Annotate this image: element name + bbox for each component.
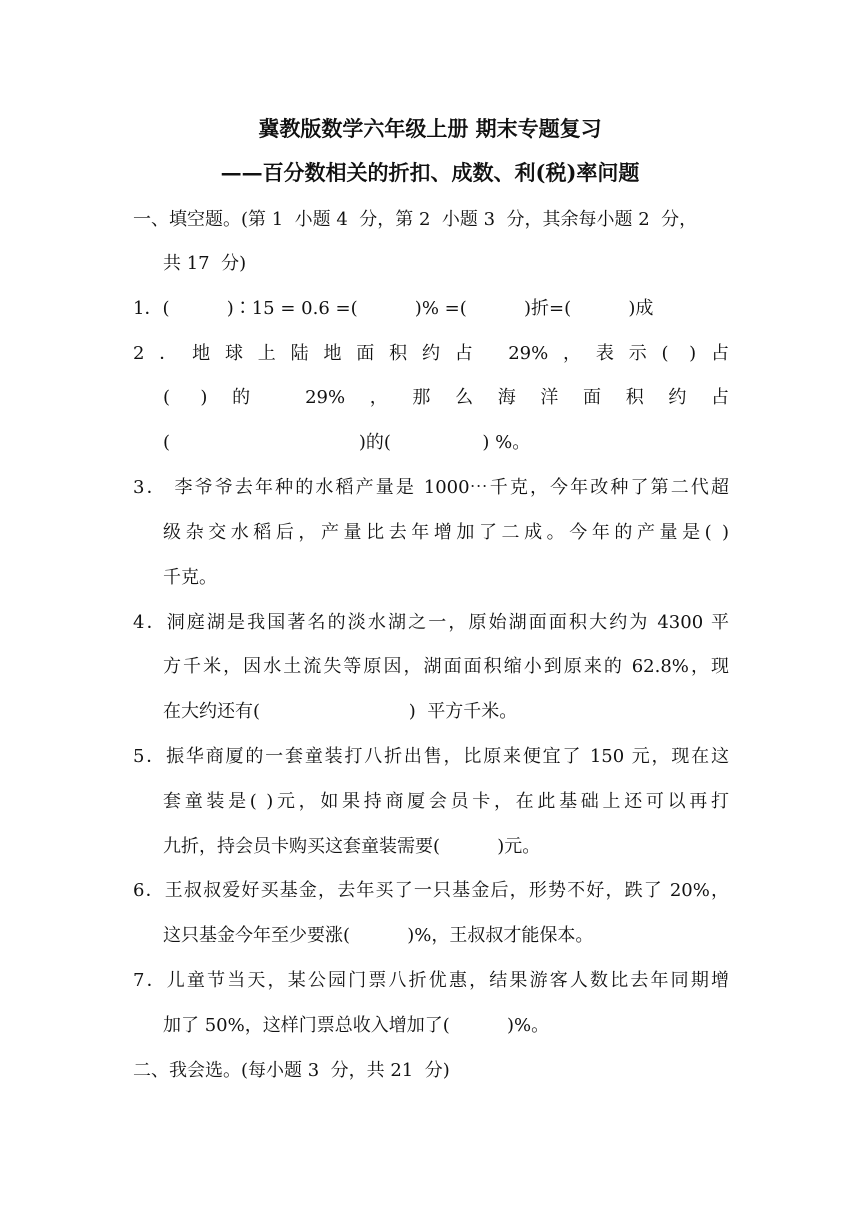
question-6-line1: 6．王叔叔爱好买基金，去年买了一只基金后，形势不好，跌了 20%， — [133, 880, 729, 901]
question-2-line1: 2．地球上陆地面积约占 29%，表示( )占 — [133, 343, 729, 364]
question-7-line2: 加了 50%，这样门票总收入增加了( )%。 — [163, 1015, 550, 1036]
question-3-line1: 3． 李爷爷去年种的水稻产量是 1000⋯千克，今年改种了第二代超 — [133, 477, 729, 498]
question-2-line3: ( )的( ) %。 — [163, 432, 531, 453]
question-5-line1: 5．振华商厦的一套童装打八折出售，比原来便宜了 150 元，现在这 — [133, 746, 729, 767]
question-7-line1: 7．儿童节当天，某公园门票八折优惠，结果游客人数比去年同期增 — [133, 970, 729, 991]
doc-subtitle: ——百分数相关的折扣、成数、利(税)率问题 — [220, 160, 640, 185]
question-4-line3: 在大约还有( ) 平方千米。 — [163, 701, 518, 722]
section1-header-line2: 共 17 分) — [163, 253, 247, 274]
question-3-line3: 千克。 — [163, 567, 217, 588]
question-6-line2: 这只基金今年至少要涨( )%，王叔叔才能保本。 — [163, 925, 594, 946]
question-3-line2: 级杂交水稻后，产量比去年增加了二成。今年的产量是( ) — [163, 522, 729, 543]
question-2-line2: ( )的 29%，那么海洋面积约占 — [163, 387, 729, 408]
question-4-line2: 方千米，因水土流失等原因，湖面面积缩小到原来的 62.8%，现 — [163, 656, 729, 677]
doc-title: 冀教版数学六年级上册 期末专题复习 — [258, 116, 602, 141]
section2-header: 二、我会选。(每小题 3 分，共 21 分) — [133, 1060, 450, 1081]
question-5-line3: 九折，持会员卡购买这套童装需要( )元。 — [163, 836, 541, 857]
question-5-line2: 套童装是( )元，如果持商厦会员卡，在此基础上还可以再打 — [163, 791, 729, 812]
question-4-line1: 4．洞庭湖是我国著名的淡水湖之一，原始湖面面积大约为 4300 平 — [133, 612, 729, 633]
question-1: 1．( )∶15 = 0.6 =( )% =( )折=( )成 — [133, 298, 654, 319]
section1-header-line1: 一、填空题。(第 1 小题 4 分，第 2 小题 3 分，其余每小题 2 分， — [133, 209, 698, 230]
